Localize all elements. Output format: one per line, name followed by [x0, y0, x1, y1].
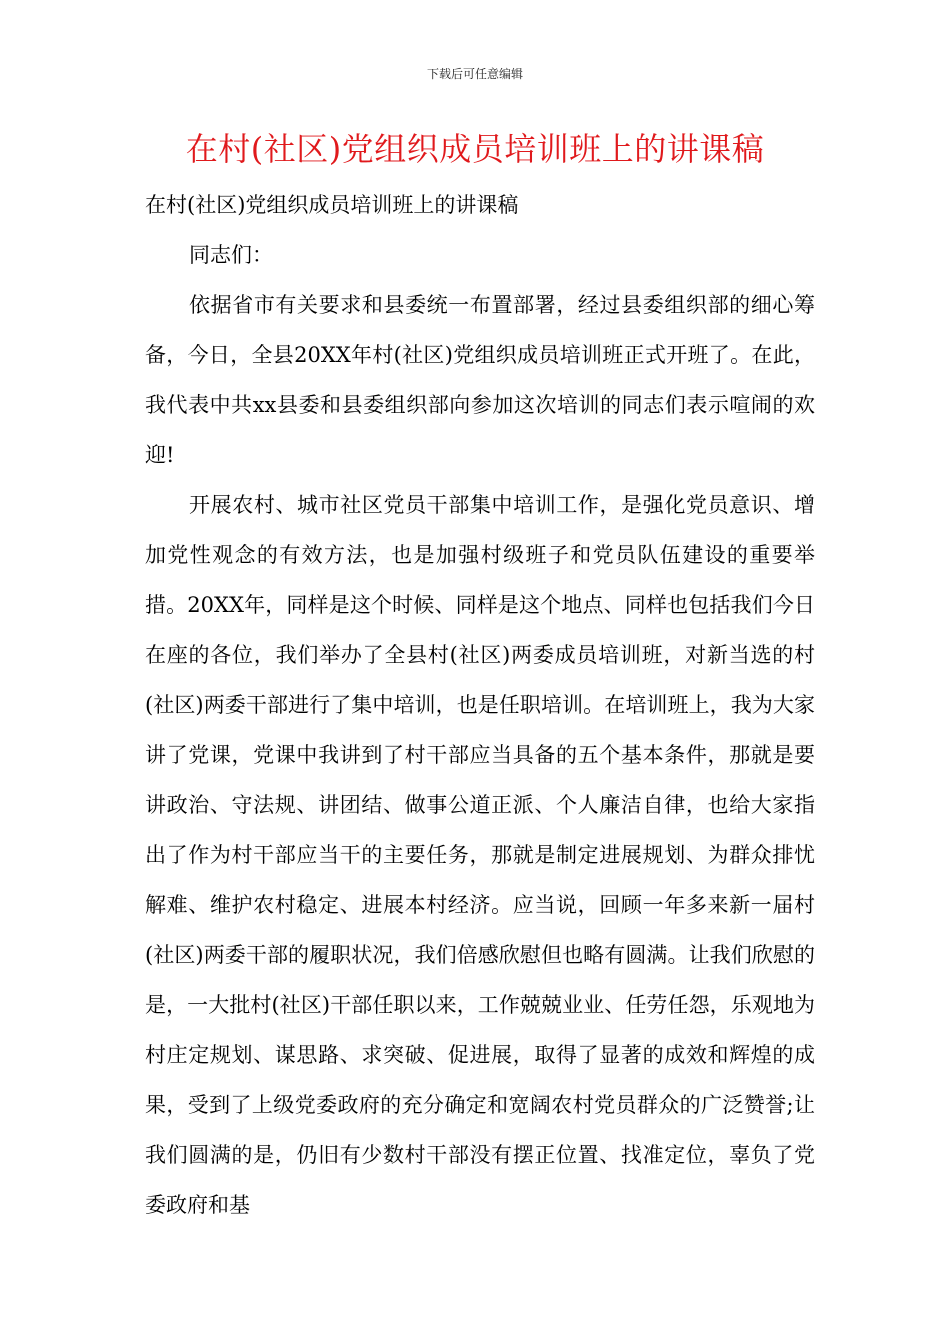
document-subtitle: 在村(社区)党组织成员培训班上的讲课稿 [145, 193, 519, 217]
document-title: 在村(社区)党组织成员培训班上的讲课稿 [185, 130, 765, 168]
header-note: 下载后可任意编辑 [426, 67, 523, 81]
paragraph-1: 依据省市有关要求和县委统一布置部署，经过县委组织部的细心筹备，今日，全县20XX年村(社区)党组织成员培训班正式开班了。在此，我代表中共xx县委和县委组织部向参加这次培训的同志们表示喧闹的欢迎! [145, 293, 815, 467]
greeting: 同志们： [189, 243, 273, 267]
document-body [145, 180, 815, 1230]
paragraph-2: 开展农村、城市社区党员干部集中培训工作，是强化党员意识、增加党性观念的有效方法，也是加强村级班子和党员队伍建设的重要举措。20XX年，同样是这个时候、同样是这个地点、同样也包括我们今日在座的各位，我们举办了全县村(社区)两委成员培训班，对新当选的村(社区)两委干部进行了集中培训，也是任职培训。在培训班上，我为大家讲了党课，党课中我讲到了村干部应当具备的五个基本条件，那就是要讲政治、守法规、讲团结、做事公道正派、个人廉洁自律，也给大家指出了作为村干部应当干的主要任务，那就是制定进展规划、为群众排忧解难、维护农村稳定、进展本村经济。应当说，回顾一年多来新一届村(社区)两委干部的履职状况，我们倍感欣慰但也略有圆满。让我们欣慰的是，一大批村(社区)干部任职以来，工作兢兢业业、任劳任怨，乐观地为村庄定规划、谋思路、求突破、促进展，取得了显著的成效和辉煌的成果，受到了上级党委政府的充分确定和宽阔农村党员群众的广泛赞誉;让我们圆满的是，仍旧有少数村干部没有摆正位置、找准定位，辜负了党委政府和基 [145, 493, 815, 1217]
